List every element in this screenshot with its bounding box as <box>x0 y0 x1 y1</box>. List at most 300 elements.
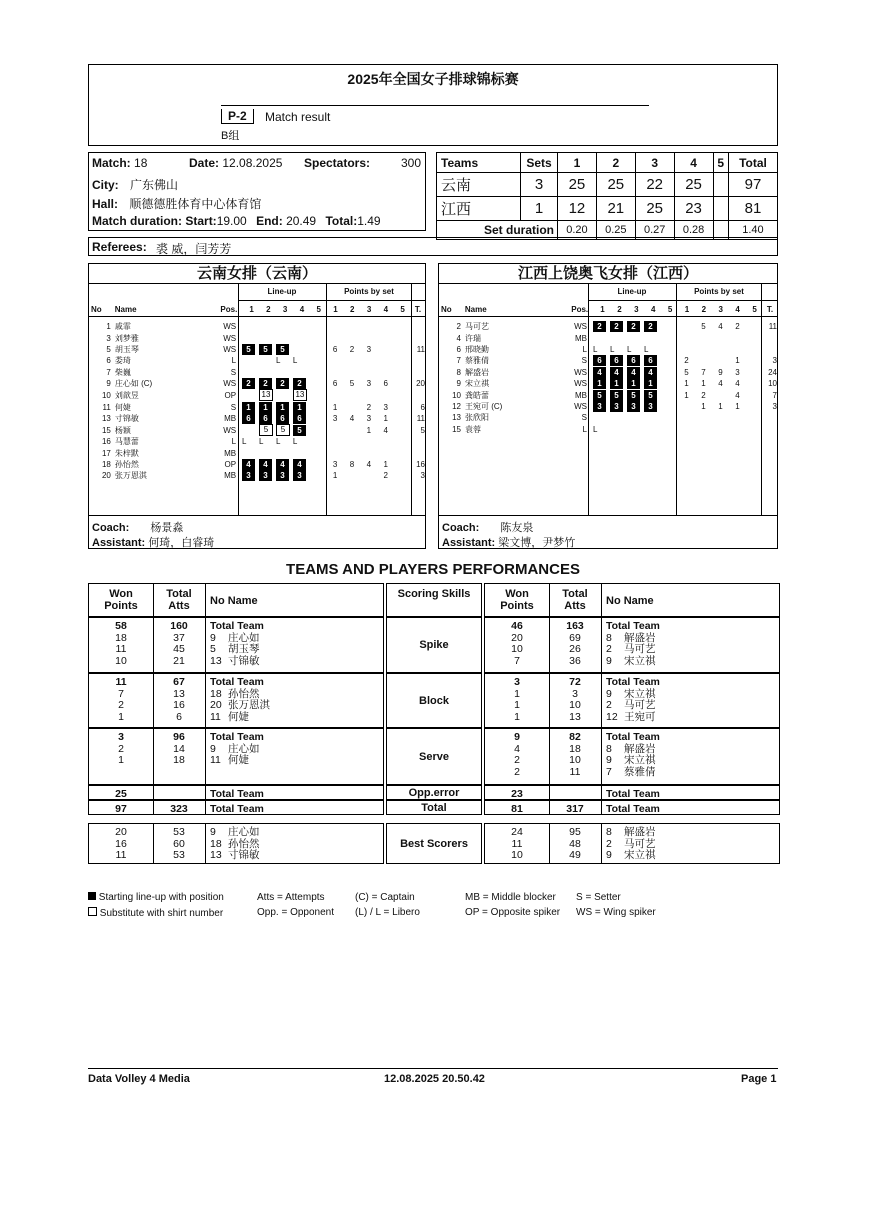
starting-position-mark: 4 <box>259 459 272 470</box>
starting-position-mark: 4 <box>276 459 289 470</box>
libero-mark: L <box>242 437 247 447</box>
total-attempts: 26 <box>569 643 581 655</box>
lineup-cell <box>593 367 610 378</box>
player-name: Total Team <box>606 731 660 743</box>
player-number: 13 <box>210 849 222 861</box>
player-number: 9 <box>606 849 612 861</box>
starting-position-mark: 6 <box>242 413 255 424</box>
won-points: 25 <box>115 788 127 800</box>
set-points <box>344 355 361 366</box>
city-label: City: <box>92 178 119 192</box>
player-number: 5 <box>106 344 111 354</box>
total-attempts: 11 <box>569 765 581 778</box>
substitute-mark: 13 <box>259 389 273 401</box>
player-total: 11 <box>416 413 425 423</box>
no-name-header: No Name <box>606 595 654 607</box>
match-info-box <box>88 152 426 231</box>
set-points <box>327 424 344 436</box>
set-points <box>746 401 763 412</box>
player-number: 3 <box>106 333 111 343</box>
lineup-cell <box>259 448 276 459</box>
lineup-cell <box>627 367 644 378</box>
player-total: 11 <box>768 322 777 332</box>
player-name: 解盛岩 <box>465 367 489 377</box>
lineup-cell <box>661 344 678 355</box>
starting-position-mark: 6 <box>276 413 289 424</box>
lineup-cell <box>276 332 293 343</box>
player-name: 宋立祺 <box>624 654 656 667</box>
lineup-cell <box>593 332 610 343</box>
lineup-cell <box>276 378 293 389</box>
won-points: 11 <box>115 676 127 688</box>
won-points: 58 <box>115 620 127 632</box>
player-position: MB <box>575 333 587 343</box>
total-attempts: 82 <box>569 731 581 743</box>
set-points <box>695 344 712 355</box>
performance-row <box>485 803 779 815</box>
lineup-cell <box>593 412 610 423</box>
grid-line <box>439 515 777 516</box>
city-value: 广东佛山 <box>130 178 179 192</box>
set-points <box>360 470 377 481</box>
lineup-cell <box>293 332 310 343</box>
grid-line <box>238 300 425 301</box>
set-points <box>360 436 377 447</box>
starting-position-mark: 2 <box>644 321 657 332</box>
won-points: 11 <box>115 849 127 861</box>
player-name: Total Team <box>210 731 264 743</box>
performance-row <box>89 676 383 688</box>
set-points: 6 <box>332 344 338 354</box>
player-number: 11 <box>210 710 221 723</box>
set2-duration: 0.25 <box>596 221 635 240</box>
spectators-value: 300 <box>401 156 422 170</box>
team-b-set1: 12 <box>558 197 597 221</box>
col-header: 1 <box>333 304 338 314</box>
player-total: 5 <box>420 425 425 435</box>
player-name: 龚皓蕾 <box>465 390 489 400</box>
lineup-cell <box>259 459 276 470</box>
team-a-set3: 22 <box>635 173 674 197</box>
starting-position-mark: 5 <box>276 344 289 355</box>
skill-label: Serve <box>419 750 449 763</box>
won-points: 7 <box>118 687 124 700</box>
group-label: B组 <box>221 130 240 142</box>
total-attempts: 13 <box>569 710 581 723</box>
result-table <box>436 152 778 240</box>
total-attempts: 14 <box>173 742 185 755</box>
player-position: S <box>230 402 237 412</box>
col-header: 1 <box>249 304 254 314</box>
set-points <box>377 344 394 355</box>
player-number: 20 <box>210 699 222 711</box>
lineup-cell <box>627 378 644 389</box>
player-position: WS <box>574 379 587 389</box>
performance-row <box>89 643 383 655</box>
lineup-cell <box>242 355 259 366</box>
lineup-cell <box>293 413 310 424</box>
starting-position-mark: 5 <box>610 390 623 401</box>
player-row <box>89 448 425 459</box>
libero-mark: L <box>292 437 298 447</box>
set5-header: 5 <box>713 153 728 173</box>
won-points: 3 <box>118 731 124 743</box>
player-name: Total Team <box>210 620 264 632</box>
player-number: 18 <box>101 460 111 470</box>
player-name: 宋立祺 <box>465 379 489 389</box>
set-points <box>344 424 361 436</box>
player-name: 宋立祺 <box>624 754 656 766</box>
libero-mark: L <box>610 344 615 354</box>
name-header: Name <box>464 304 487 314</box>
set-points <box>377 332 394 343</box>
player-total: 10 <box>768 379 777 389</box>
set-points <box>327 332 344 343</box>
lineup-cell <box>644 389 661 400</box>
lineup-cell <box>310 355 327 366</box>
lineup-cell <box>242 424 259 436</box>
col-header: 2 <box>266 304 271 314</box>
lineup-cell <box>310 367 327 378</box>
player-row <box>439 344 777 355</box>
team-a-sets: 3 <box>521 173 558 197</box>
team-b-total: 81 <box>728 197 777 221</box>
player-name: Total Team <box>606 620 660 632</box>
performance-row <box>89 743 383 755</box>
match-duration-total: 1.40 <box>728 221 777 240</box>
legend-substitute: Substitute with shirt number <box>99 908 224 919</box>
legend-captain: (C) = Captain <box>355 892 415 903</box>
won-points: 11 <box>511 837 523 850</box>
set3-duration: 0.27 <box>635 221 674 240</box>
player-total <box>763 424 777 435</box>
skill-label: Opp.error <box>408 786 460 799</box>
header-rule <box>221 105 649 106</box>
player-position: S <box>581 413 587 423</box>
set-points <box>394 413 411 424</box>
player-total <box>411 436 425 447</box>
player-total: 3 <box>420 471 425 481</box>
player-number: 9 <box>106 379 111 389</box>
starting-position-mark: 4 <box>627 367 640 378</box>
lineup-cell <box>310 436 327 447</box>
player-name: Total Team <box>606 788 660 800</box>
team-b-opp-error <box>484 785 780 800</box>
set-points <box>746 412 763 423</box>
set-points <box>695 412 712 423</box>
performance-row <box>485 688 779 700</box>
player-number: 2 <box>606 699 612 711</box>
set-points <box>712 424 729 435</box>
total-attempts: 323 <box>170 803 188 815</box>
player-total: 3 <box>772 401 777 411</box>
player-total <box>763 344 777 355</box>
set-points: 9 <box>718 367 723 377</box>
grid-line <box>439 316 777 317</box>
col-header: 5 <box>667 304 673 314</box>
performance-row <box>89 849 383 861</box>
performance-row <box>89 655 383 667</box>
player-position: L <box>582 424 587 434</box>
starting-position-mark: 4 <box>610 367 623 378</box>
player-total <box>411 332 425 343</box>
set-points <box>377 448 394 459</box>
lineup-cell <box>242 367 259 378</box>
player-number: 9 <box>210 631 216 644</box>
empty-square-icon <box>88 907 97 916</box>
lineup-cell <box>661 321 678 332</box>
starting-position-mark: 6 <box>293 413 306 424</box>
set2-header: 2 <box>596 153 635 173</box>
set-points <box>327 321 344 332</box>
player-position: WS <box>223 333 237 343</box>
set-points <box>746 424 763 435</box>
starting-position-mark: 4 <box>242 459 255 470</box>
starting-position-mark: 6 <box>259 413 272 424</box>
player-row <box>439 367 777 378</box>
lineup-cell <box>610 389 627 400</box>
player-position: MB <box>224 448 237 458</box>
set-points <box>394 378 411 389</box>
player-name: 许瑞 <box>465 333 481 343</box>
lineup-cell <box>610 367 627 378</box>
lineup-header: Line-up <box>267 287 297 296</box>
player-row <box>439 321 777 332</box>
total-attempts: 53 <box>173 849 185 861</box>
performance-row <box>89 731 383 743</box>
lineup-cell <box>661 367 678 378</box>
end-label: End: <box>256 214 283 228</box>
set-points <box>746 355 763 366</box>
set-points <box>729 344 746 355</box>
player-name: 庄心如 (C) <box>114 379 153 389</box>
player-total <box>763 412 777 423</box>
set-points <box>746 321 763 332</box>
set-points <box>746 389 763 400</box>
player-number: 10 <box>452 390 461 400</box>
set-points: 4 <box>366 460 372 470</box>
team-b-coach: 陈友泉 <box>500 522 534 534</box>
starting-position-mark: 2 <box>259 378 272 389</box>
referees-label: Referees: <box>92 240 147 254</box>
lineup-cell <box>627 355 644 366</box>
lineup-cell <box>610 401 627 412</box>
col-header: 3 <box>282 304 288 314</box>
player-total: 24 <box>768 367 777 377</box>
lineup-cell <box>276 459 293 470</box>
total-label: Total: <box>325 214 358 228</box>
player-name: 王宛可 (C) <box>465 401 503 411</box>
player-number: 9 <box>606 654 612 667</box>
player-name: 庄心如 <box>228 631 260 644</box>
set-points: 1 <box>332 402 338 412</box>
set-points <box>712 344 729 355</box>
set-points <box>394 470 411 481</box>
col-header: 1 <box>600 304 605 314</box>
lineup-header: Line-up <box>617 287 647 296</box>
won-points: 10 <box>511 849 523 861</box>
team-a-name: 云南 <box>437 173 521 197</box>
set-points <box>327 436 344 447</box>
no-header: No <box>91 304 102 314</box>
tournament-title: 2025年全国女子排球锦标赛 <box>347 71 519 87</box>
team-a-set5 <box>713 173 728 197</box>
player-name: 张万恩淇 <box>228 699 270 711</box>
lineup-cell <box>593 401 610 412</box>
player-row <box>89 459 425 470</box>
player-number: 20 <box>101 471 111 481</box>
set-points: 8 <box>349 460 355 470</box>
player-row <box>439 332 777 343</box>
player-total <box>411 321 425 332</box>
player-number: 13 <box>452 413 461 423</box>
player-row <box>89 367 425 378</box>
lineup-cell <box>610 332 627 343</box>
set-points: 5 <box>684 367 689 377</box>
performance-row <box>89 620 383 632</box>
skill-label: Best Scorers <box>400 837 468 850</box>
lineup-cell <box>310 413 327 424</box>
no-header: No <box>441 304 452 314</box>
player-name: 解盛岩 <box>624 826 656 838</box>
lineup-cell <box>627 344 644 355</box>
lineup-cell <box>627 412 644 423</box>
performance-row <box>485 838 779 850</box>
set-points: 1 <box>735 401 740 411</box>
set-points <box>360 355 377 366</box>
player-position: OP <box>224 390 237 400</box>
set-points <box>394 321 411 332</box>
won-points: 2 <box>118 699 124 711</box>
player-name: 庄心如 <box>228 742 260 755</box>
team-a-set2: 25 <box>596 173 635 197</box>
performance-row <box>485 711 779 723</box>
player-name: 朱梓默 <box>114 448 139 458</box>
player-row <box>439 401 777 412</box>
performance-row <box>485 655 779 667</box>
team-b-players <box>439 321 777 435</box>
starting-position-mark: 2 <box>627 321 640 332</box>
skill-label: Block <box>419 694 449 707</box>
player-name: 寸锦敏 <box>228 654 260 667</box>
set-points <box>729 412 746 423</box>
pos-header: Pos. <box>220 304 238 314</box>
lineup-cell <box>259 424 276 436</box>
total-attempts: 36 <box>569 654 581 667</box>
lineup-cell <box>310 424 327 436</box>
player-row <box>439 378 777 389</box>
lineup-cell <box>242 470 259 481</box>
won-points: 81 <box>511 803 523 815</box>
lineup-cell <box>644 321 661 332</box>
won-points: 16 <box>115 837 127 850</box>
team-b-name: 江西 <box>437 197 521 221</box>
total-attempts: 67 <box>173 676 185 688</box>
starting-position-mark: 3 <box>293 470 306 481</box>
player-name: Total Team <box>210 803 264 815</box>
player-total: 6 <box>420 402 425 412</box>
lineup-cell <box>276 401 293 412</box>
lineup-cell <box>627 389 644 400</box>
col-header: 5 <box>400 304 405 314</box>
total-attempts: 37 <box>173 631 185 644</box>
lineup-cell <box>593 389 610 400</box>
player-name: 戚霏 <box>114 322 131 332</box>
lineup-cell <box>293 321 310 332</box>
libero-mark: L <box>292 356 298 366</box>
set-points: 7 <box>701 367 706 377</box>
lineup-cell <box>276 436 293 447</box>
teams-header: Teams <box>437 153 521 173</box>
starting-position-mark: 1 <box>627 378 640 389</box>
starting-position-mark: 6 <box>593 355 606 366</box>
player-position: L <box>231 437 237 447</box>
lineup-cell <box>610 424 627 435</box>
performance-header <box>88 583 384 617</box>
starting-position-mark: 4 <box>593 367 606 378</box>
team-a-opp-error <box>88 785 384 800</box>
player-number: 9 <box>210 742 216 755</box>
set-points <box>712 355 729 366</box>
libero-mark: L <box>275 356 281 366</box>
lineup-cell <box>310 401 327 412</box>
skill-box <box>386 728 482 785</box>
set-points: 6 <box>383 379 388 389</box>
team-b-sets: 1 <box>521 197 558 221</box>
set-points <box>360 367 377 378</box>
player-name: 马慧蕾 <box>114 437 139 447</box>
won-points: 1 <box>514 710 520 723</box>
performance-header <box>484 583 780 617</box>
lineup-cell <box>276 355 293 366</box>
total-attempts: 48 <box>569 837 581 850</box>
set1-duration: 0.20 <box>558 221 597 240</box>
performance-row <box>485 731 779 743</box>
lineup-cell <box>242 401 259 412</box>
won-points: 18 <box>115 631 127 644</box>
lineup-cell <box>276 448 293 459</box>
lineup-cell <box>310 321 327 332</box>
total-attempts: 13 <box>173 687 185 700</box>
player-number: 9 <box>210 826 216 838</box>
lineup-cell <box>259 436 276 447</box>
lineup-cell <box>259 413 276 424</box>
set-points <box>344 389 361 401</box>
player-name: 杨颖 <box>114 425 131 435</box>
won-points: 4 <box>514 742 520 755</box>
starting-position-mark: 1 <box>293 402 306 413</box>
lineup-cell <box>259 389 276 401</box>
performance-row <box>485 699 779 711</box>
set-points <box>327 448 344 459</box>
starting-position-mark: 3 <box>644 401 657 412</box>
set1-header: 1 <box>558 153 597 173</box>
player-position: MB <box>224 471 237 481</box>
won-points-header: Won Points <box>104 588 138 612</box>
starting-position-mark: 6 <box>610 355 623 366</box>
player-name: 何婕 <box>228 754 249 766</box>
team-a-block-block <box>88 673 384 728</box>
performance-row <box>89 688 383 700</box>
col-header: 2 <box>350 304 355 314</box>
lineup-cell <box>259 367 276 378</box>
performance-title: TEAMS AND PLAYERS PERFORMANCES <box>286 561 580 578</box>
legend-mb: MB = Middle blocker <box>465 892 556 903</box>
player-name: 邢晓勤 <box>465 344 489 354</box>
set-points: 1 <box>383 460 388 470</box>
won-points-header: Won Points <box>500 588 534 612</box>
lineup-cell <box>293 424 310 436</box>
